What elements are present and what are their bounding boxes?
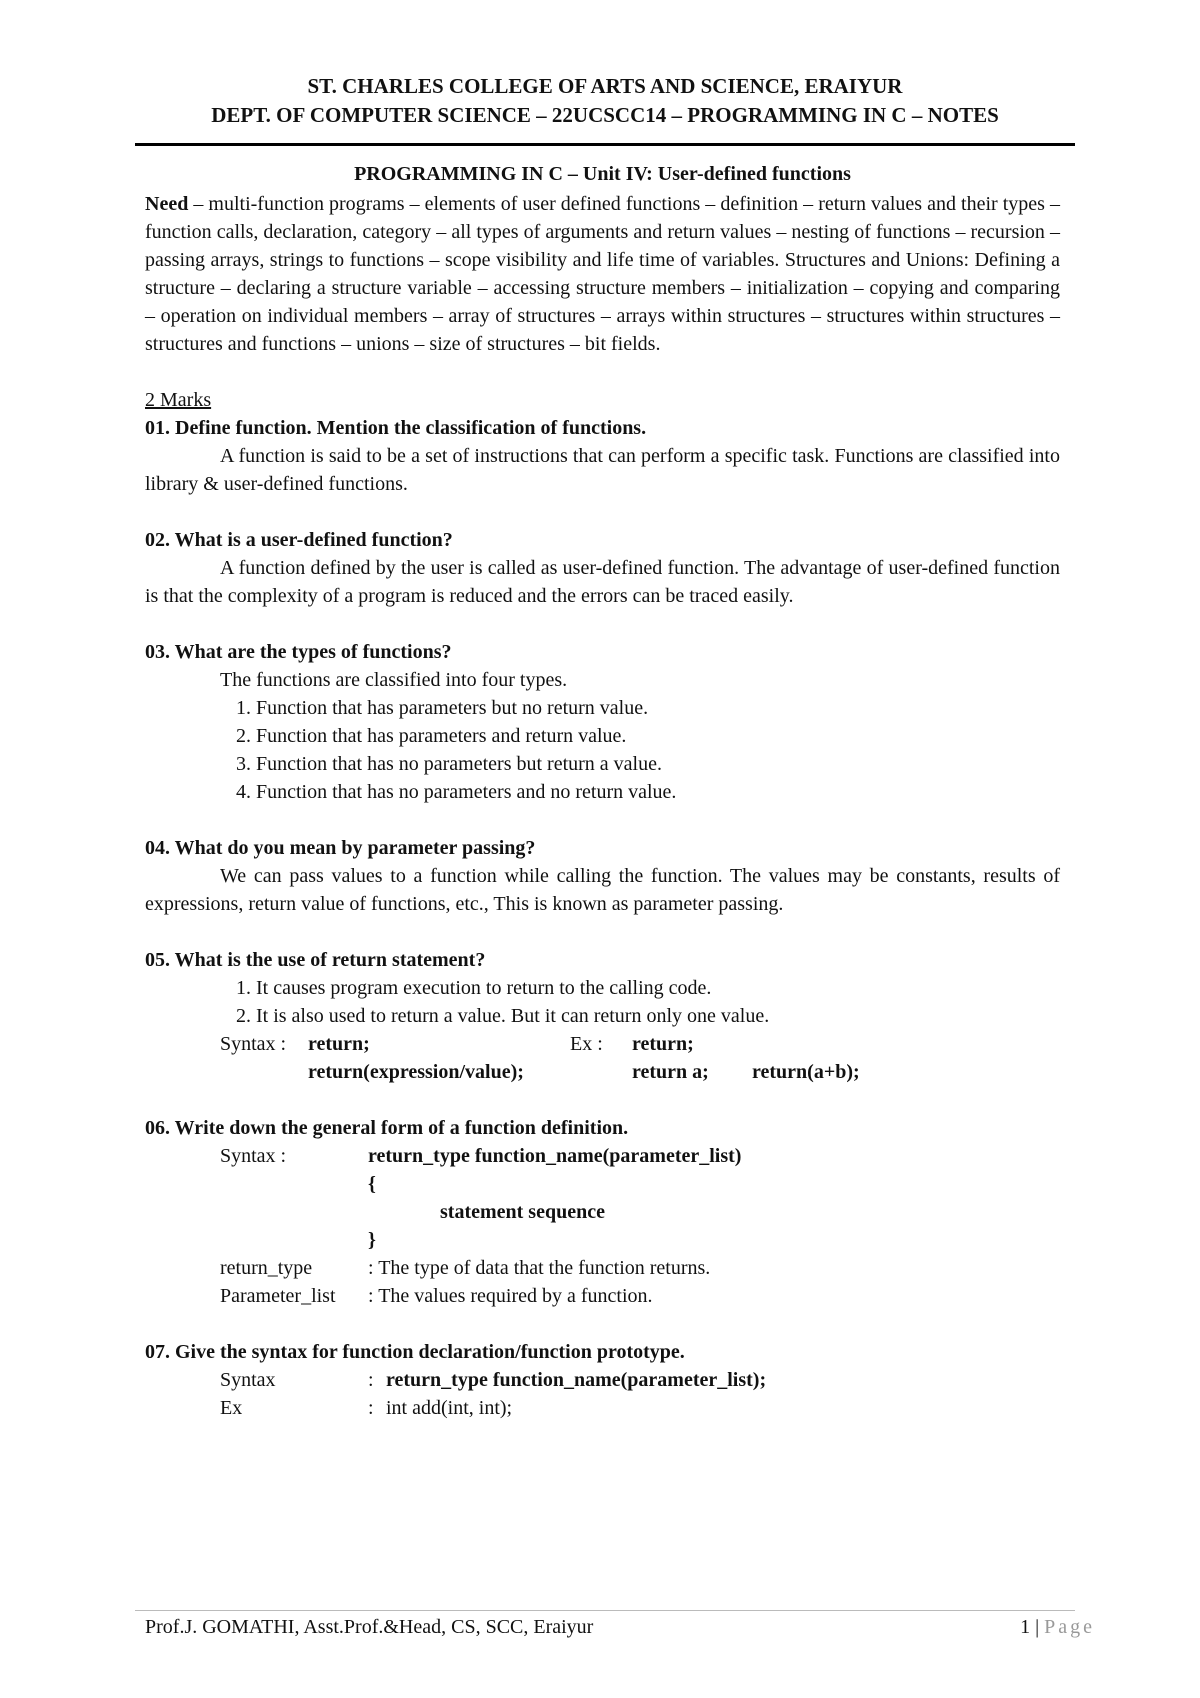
- prototype-example: int add(int, int);: [386, 1397, 513, 1419]
- question-4: 04. What do you mean by parameter passing?: [145, 837, 536, 859]
- question-1: 01. Define function. Mention the classification of functions.: [145, 417, 647, 439]
- footer-author: Prof.J. GOMATHI, Asst.Prof.&Head, CS, SCC, Eraiyur: [145, 1616, 594, 1638]
- answer-2: A function defined by the user is called as user-defined function. The advantage of user-defined function is that the complexity of a program is reduced and the errors can be traced easily.: [145, 557, 1060, 607]
- list-item: 2. Function that has parameters and return value.: [256, 722, 1060, 750]
- definition-open-brace-row: [220, 1170, 1060, 1198]
- example-colon: :: [368, 1397, 374, 1419]
- example-return-a: return a;: [632, 1061, 709, 1083]
- question-5: 05. What is the use of return statement?: [145, 949, 486, 971]
- department-course-line: DEPT. OF COMPUTER SCIENCE – 22UCSCC14 – PROGRAMMING IN C – NOTES: [211, 103, 999, 127]
- return-syntax-row-1: [220, 1030, 1060, 1058]
- header-divider: [135, 143, 1075, 146]
- syntax-colon: :: [368, 1369, 374, 1391]
- function-types-list: [220, 694, 1060, 806]
- definition-body-row: [220, 1198, 1060, 1226]
- answer-1: A function is said to be a set of instructions that can perform a specific task. Functions are classified into library & user-defined functions.: [145, 445, 1060, 495]
- example-return-plain: return;: [632, 1033, 694, 1055]
- example-return-sum: return(a+b);: [752, 1061, 860, 1083]
- syllabus-lead: Need: [145, 193, 189, 215]
- syllabus-text: – multi-function programs – elements of user defined functions – definition – return values and their types – function calls, declaration, category – all types of arguments and return values – nesting of functions – recursion – passing arrays, strings to functions – scope visibility and life time of variables. Structures and Unions: Defining a structure – declaring a structure variable – accessing structure members – initialization – copying and comparing – operation on individual members – array of structures – arrays within structures – structures within structures – structures and functions – unions – size of structures – bit fields.: [145, 193, 1060, 355]
- syntax-label: Syntax :: [220, 1033, 287, 1055]
- term-parameter-list: Parameter_list: [220, 1285, 336, 1307]
- page-content: [145, 160, 1060, 1422]
- question-3: 03. What are the types of functions?: [145, 641, 452, 663]
- unit-title: PROGRAMMING IN C – Unit IV: User-defined functions: [354, 163, 851, 185]
- term-return-type: return_type: [220, 1257, 313, 1279]
- example-label: Ex :: [570, 1033, 603, 1055]
- syntax-return-expression: return(expression/value);: [308, 1061, 524, 1083]
- term-parameter-list-desc: : The values required by a function.: [368, 1285, 653, 1307]
- page-number: 1: [1020, 1616, 1031, 1638]
- page-separator: |: [1030, 1616, 1045, 1638]
- open-brace: {: [368, 1173, 376, 1195]
- definition-term-row-2: [220, 1282, 1060, 1310]
- example-label: Ex: [220, 1397, 243, 1419]
- definition-header: return_type function_name(parameter_list): [368, 1145, 742, 1167]
- question-2: 02. What is a user-defined function?: [145, 529, 453, 551]
- return-syntax-row-2: [220, 1058, 1060, 1086]
- answer-3-intro: The functions are classified into four types.: [220, 669, 568, 691]
- definition-close-brace-row: [220, 1226, 1060, 1254]
- question-7: 07. Give the syntax for function declaration/function prototype.: [145, 1341, 685, 1363]
- list-item: 4. Function that has no parameters and no return value.: [256, 778, 1060, 806]
- section-heading: 2 Marks: [145, 389, 212, 411]
- page-number-block: [1020, 1616, 1095, 1639]
- term-return-type-desc: : The type of data that the function returns.: [368, 1257, 711, 1279]
- list-item: 1. It causes program execution to return to the calling code.: [256, 974, 1060, 1002]
- statement-sequence: statement sequence: [440, 1201, 605, 1223]
- footer-divider: [135, 1610, 1075, 1611]
- syntax-label: Syntax: [220, 1369, 276, 1391]
- syllabus-paragraph: [145, 190, 1060, 358]
- syntax-return-plain: return;: [308, 1033, 370, 1055]
- page-word: Page: [1044, 1616, 1095, 1638]
- prototype-syntax: return_type function_name(parameter_list);: [386, 1369, 767, 1391]
- syntax-label: Syntax :: [220, 1145, 287, 1167]
- list-item: 3. Function that has no parameters but return a value.: [256, 750, 1060, 778]
- close-brace: }: [368, 1229, 376, 1251]
- list-item: 2. It is also used to return a value. But it can return only one value.: [256, 1002, 1060, 1030]
- answer-4: We can pass values to a function while calling the function. The values may be constants, results of expressions, return value of functions, etc., This is known as parameter passing.: [145, 865, 1060, 915]
- return-uses-list: [220, 974, 1060, 1030]
- list-item: 1. Function that has parameters but no return value.: [256, 694, 1060, 722]
- question-6: 06. Write down the general form of a function definition.: [145, 1117, 629, 1139]
- college-name: ST. CHARLES COLLEGE OF ARTS AND SCIENCE, ERAIYUR: [307, 74, 903, 98]
- definition-term-row-1: [220, 1254, 1060, 1282]
- prototype-example-row: [220, 1394, 1060, 1422]
- page-footer: [145, 1616, 1095, 1639]
- definition-syntax-row: [220, 1142, 1060, 1170]
- prototype-syntax-row: [220, 1366, 1060, 1394]
